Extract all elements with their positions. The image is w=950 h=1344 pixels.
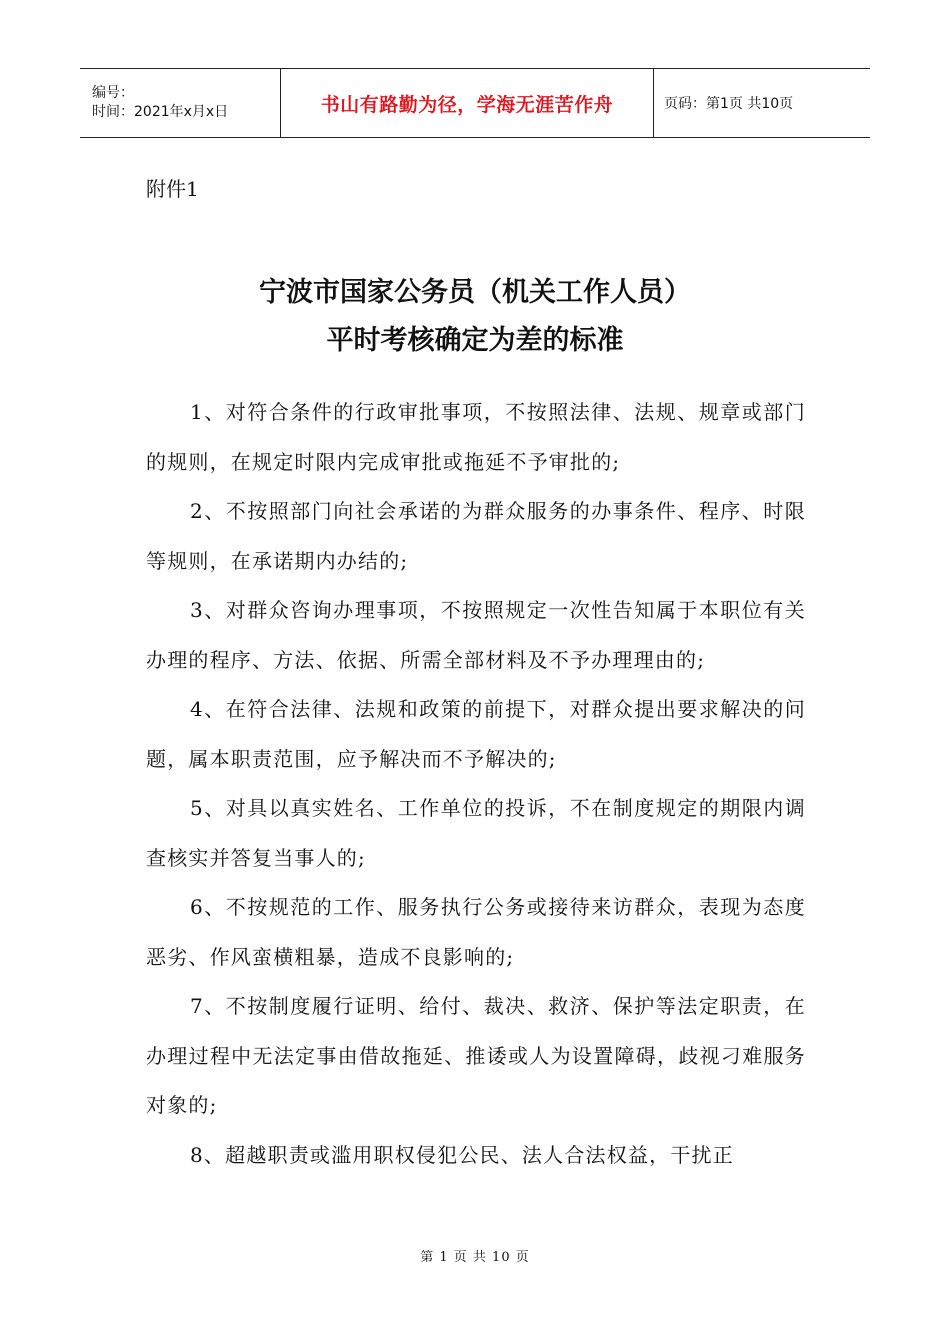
- standards-list: [146, 388, 806, 1180]
- list-item: 6、不按规范的工作、服务执行公务或接待来访群众，表现为态度恶劣、作风蛮横粗暴，造成不良影响的;: [146, 895, 806, 969]
- page-footer: 第 1 页 共 10 页: [420, 1250, 530, 1265]
- list-item: 7、不按制度履行证明、给付、裁决、救济、保护等法定职责，在办理过程中无法定事由借故拖延、推诿或人为设置障碍，歧视刁难服务对象的;: [146, 994, 806, 1117]
- list-item: 5、对具以真实姓名、工作单位的投诉，不在制度规定的期限内调查核实并答复当事人的;: [146, 796, 806, 870]
- attachment-label: 附件1: [146, 177, 199, 201]
- number-label: 编号：: [92, 85, 134, 101]
- header-page-info: 页码：第1页 共10页: [664, 96, 794, 112]
- header-meta: [80, 69, 280, 137]
- document-header: [80, 68, 870, 138]
- list-item: 2、不按照部门向社会承诺的为群众服务的办事条件、程序、时限等规则，在承诺期内办结的;: [146, 499, 806, 573]
- list-item: 8、超越职责或滥用职权侵犯公民、法人合法权益，干扰正: [190, 1142, 734, 1167]
- document-title-line1: 宁波市国家公务员（机关工作人员）: [259, 277, 691, 308]
- list-item: 1、对符合条件的行政审批事项，不按照法律、法规、规章或部门的规则，在规定时限内完成审批或拖延不予审批的;: [146, 400, 806, 474]
- list-item: 3、对群众咨询办理事项，不按照规定一次性告知属于本职位有关办理的程序、方法、依据、所需全部材料及不予办理理由的;: [146, 598, 806, 672]
- time-label: 时间：2021年x月x日: [92, 104, 229, 120]
- header-motto: 书山有路勤为径，学海无涯苦作舟: [280, 69, 654, 137]
- list-item: 4、在符合法律、法规和政策的前提下，对群众提出要求解决的问题，属本职责范围，应予解决而不予解决的;: [146, 697, 806, 771]
- document-title-line2: 平时考核确定为差的标准: [326, 325, 624, 356]
